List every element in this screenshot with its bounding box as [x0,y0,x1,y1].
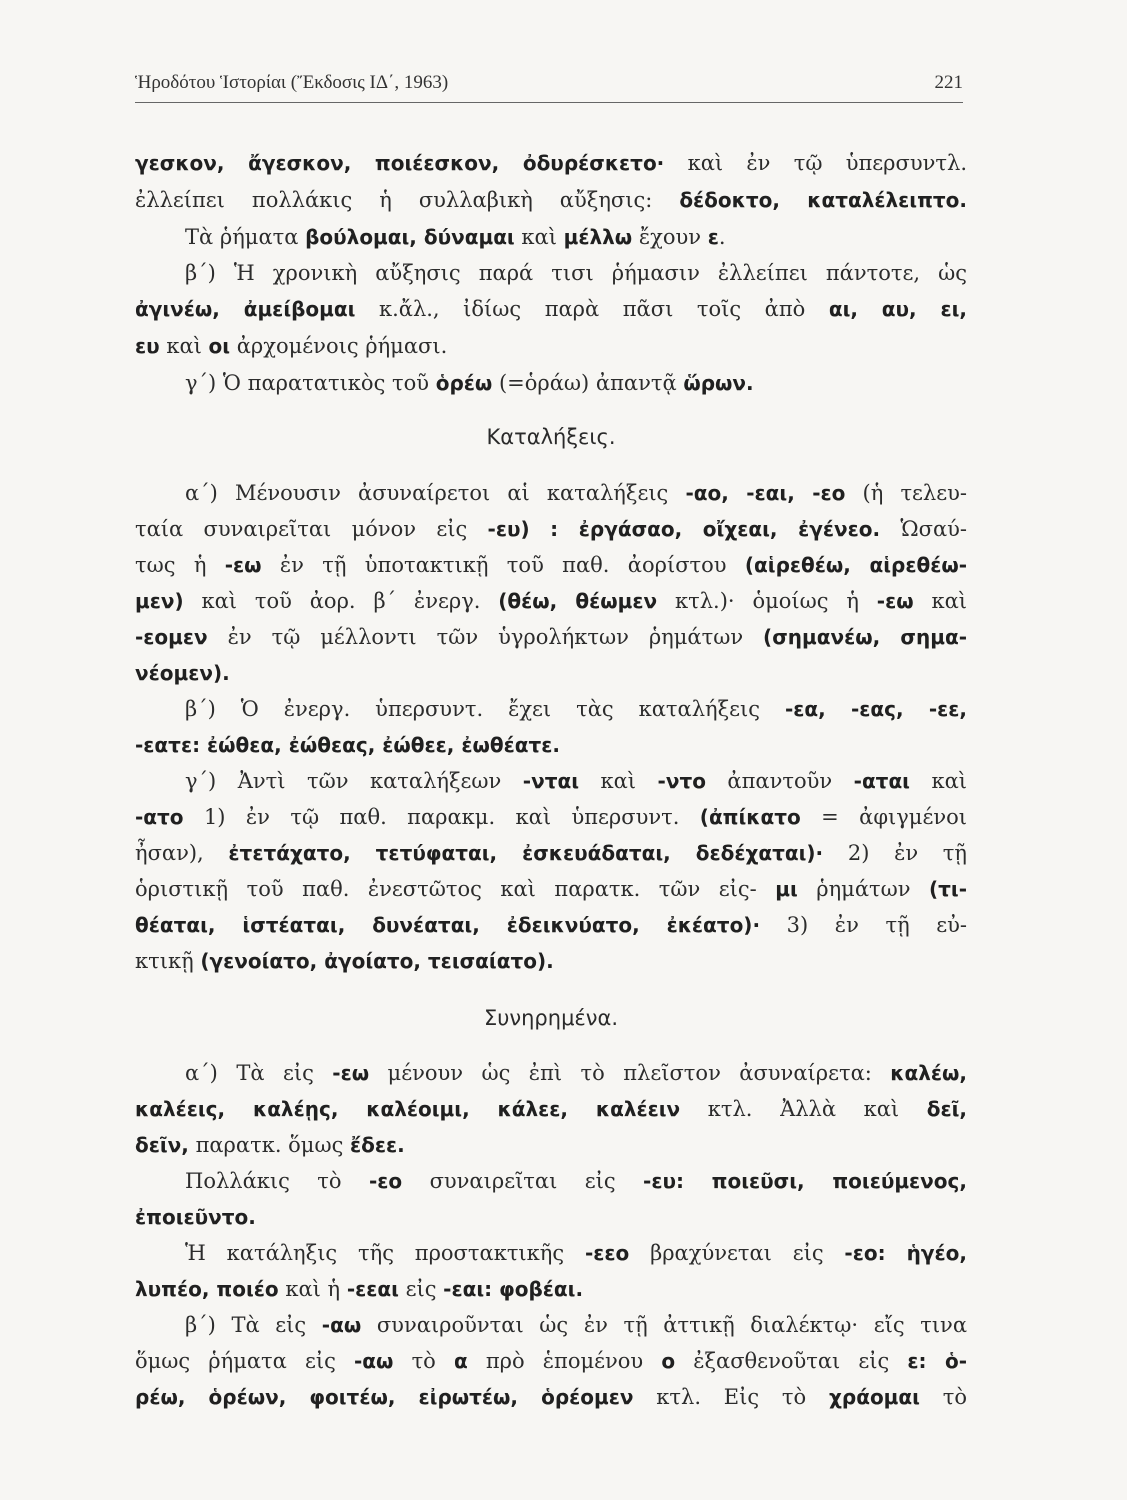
bold-term: νέομεν). [135,661,230,685]
text-line-26 [135,1202,967,1232]
text-run: α΄) Τὰ εἰς [185,1061,333,1085]
bold-term: ὥρων. [683,371,754,395]
bold-term: -ντο [657,769,706,793]
bold-term: -ατο [135,805,184,829]
text-run: 2) ἐν τῇ [823,841,967,865]
text-run: συναιροῦνται ὡς ἐν τῇ ἀττικῇ διαλέκτῳ· εἴς τινα [361,1313,967,1337]
text-run: μένουν ὡς ἐπὶ τὸ πλεῖστον ἀσυναίρετα: [369,1061,891,1085]
bold-term: -αω [321,1313,362,1337]
text-line-5 [135,294,967,324]
bold-term: -εεο [584,1241,630,1265]
text-run: = ἀφιγμένοι [800,805,967,829]
bold-term: δεῖν, [135,1133,189,1157]
bold-term: (σημανέω, σημα- [763,625,967,649]
bold-term: ἐποιεῦντο. [135,1205,256,1229]
bold-term: (τι- [929,877,967,901]
text-run: καὶ [579,769,658,793]
text-run: κ.ἄλ., ἰδίως παρὰ πᾶσι τοῖς ἀπὸ [355,297,829,321]
bold-term: ο [661,1349,676,1373]
bold-term: (ἀπίκατο [699,805,801,829]
bold-term: μεν) [135,589,184,613]
text-run: κτλ.)· ὁμοίως ἡ [657,589,877,613]
text-run: Πολλάκις τὸ [185,1169,369,1193]
text-run: κτικῇ [135,949,201,973]
text-line-13 [135,658,967,688]
bold-term: ε [707,225,719,249]
text-run: καὶ [913,589,968,613]
text-run: γ΄) Ὁ παρατατικὸς τοῦ [185,371,436,395]
bold-term: λυπέο, ποιέο [135,1277,279,1301]
section-heading-contracted: Συνηρημένα. [483,1006,619,1030]
text-line-12 [135,622,967,652]
bold-term: δεῖ, [926,1097,967,1121]
text-run: ταία συναιρεῖται μόνον εἰς [135,517,488,541]
text-run: παρατκ. ὅμως [188,1133,351,1157]
bold-term: μέλλω [563,225,633,249]
text-line-28 [135,1274,967,1304]
bold-term: -ευ) : ἐργάσαο, οἴχεαι, ἐγένεο. [487,517,881,541]
page-number: 221 [934,72,963,93]
text-line-2 [135,185,967,215]
bold-term: ὁρέω [435,371,493,395]
bold-term: καλέω, [890,1061,968,1085]
text-run: τως ἡ [135,553,225,577]
text-line-10 [135,550,967,580]
bold-term: -εαι: φοβέαι. [443,1277,584,1301]
text-run: 3) ἐν τῇ εὐ- [760,913,967,937]
bold-term: -εεαι [346,1277,399,1301]
bold-term: -αο, -εαι, -εο [685,481,846,505]
text-run: πρὸ ἑπομένου [467,1349,662,1373]
text-run: ἐν τῇ ὑποτακτικῇ τοῦ παθ. ἀορίστου [261,553,745,577]
text-line-9 [135,514,967,544]
bold-term: γεσκον, ἄγεσκον, ποιέεσκον, ὀδυρέσκετο· [135,151,665,175]
bold-term: (θέω, θέωμεν [498,589,658,613]
text-line-14 [185,694,967,724]
text-run: 1) ἐν τῷ παθ. παρακμ. καὶ ὑπερσυντ. [183,805,700,829]
bold-term: ευ [135,334,160,358]
text-run: γ΄) Ἀντὶ τῶν καταλήξεων [185,769,523,793]
bold-term: χράομαι [828,1385,920,1409]
text-run: (=ὁράω) ἀπαντᾷ [492,371,684,395]
header-rule [135,102,963,103]
bold-term: -εο [368,1169,403,1193]
text-run: ἀπαντοῦν [705,769,854,793]
bold-term: αι, αυ, ει, [828,297,967,321]
bold-term: -εατε: ἐώθεα, ἐώθεας, ἐώθεε, ἐωθέατε. [135,733,560,757]
text-line-18 [135,838,967,868]
text-line-23 [135,1094,967,1124]
bold-term: μι [775,877,798,901]
text-run: τὸ [393,1349,454,1373]
bold-term: -εω [224,553,262,577]
bold-term: θέαται, ἱστέαται, δυνέαται, ἐδεικνύατο, ἐκέατο)· [135,913,761,937]
text-line-11 [135,586,967,616]
text-line-30 [135,1346,967,1376]
text-run: ὁριστικῇ τοῦ παθ. ἐνεστῶτος καὶ παρατκ. τῶν εἰς- [135,877,776,901]
text-run: εἰς [398,1277,444,1301]
text-run: . [718,225,726,249]
text-line-31 [135,1382,967,1412]
bold-term: ρέω, ὁρέων, φοιτέω, εἰρωτέω, ὁρέομεν [135,1385,634,1409]
text-run: καὶ [159,334,209,358]
section-heading-endings: Καταλήξεις. [486,425,616,449]
page-header [135,72,963,94]
text-run: κτλ. Ἀλλὰ καὶ [680,1097,927,1121]
text-run: β΄) Τὰ εἰς [185,1313,322,1337]
text-run: καὶ [514,225,564,249]
bold-term: -εο: ἡγέο, [844,1241,967,1265]
bold-term: βούλομαι, δύναμαι [305,225,515,249]
bold-term: α [453,1349,468,1373]
bold-term: ἐτετάχατο, τετύφαται, ἐσκευάδαται, δεδέχαται)· [228,841,824,865]
text-line-6 [135,331,967,361]
text-run: συναιρεῖται εἰς [402,1169,644,1193]
text-run: Τὰ ῥήματα [185,225,306,249]
text-run: ἐν τῷ μέλλοντι τῶν ὑγρολήκτων ῥημάτων [207,625,764,649]
text-run: τὸ [919,1385,967,1409]
running-title: Ἡροδότου Ἱστορίαι (Ἔκδοσις ΙΔ΄, 1963) [135,72,449,93]
bold-term: (γενοίατο, ἀγοίατο, τεισαίατο). [200,949,554,973]
bold-term: -νται [522,769,580,793]
bold-term: ε: ὁ- [907,1349,967,1373]
text-line-7 [185,368,967,398]
bold-term: οι [208,334,231,358]
text-line-24 [135,1130,967,1160]
bold-term: -εω [876,589,914,613]
text-run: βραχύνεται εἰς [629,1241,845,1265]
text-run: ἐλλείπει πολλάκις ἡ συλλαβικὴ αὔξησις: [135,188,680,212]
bold-term: -εα, -εας, -εε, [784,697,967,721]
text-run: ῥημάτων [797,877,929,901]
text-run: καὶ [909,769,968,793]
bold-term: -αται [853,769,910,793]
bold-term: -εω [332,1061,370,1085]
text-line-22 [185,1058,967,1088]
text-run: κτλ. Εἰς τὸ [633,1385,829,1409]
bold-term: -εομεν [135,625,208,649]
text-line-27 [185,1238,967,1268]
text-run: καὶ ἡ [278,1277,347,1301]
bold-term: -αω [354,1349,394,1373]
text-line-16 [185,766,967,796]
text-line-15 [135,730,967,760]
text-run: β΄) Ἡ χρονικὴ αὔξησις παρά τισι ῥήμασιν ἐλλείπει πάντοτε, ὡς [185,261,967,285]
text-run: ὅμως ῥήματα εἰς [135,1349,354,1373]
text-line-19 [135,874,967,904]
bold-term: (αἱρεθέω, αἱρεθέω- [744,553,968,577]
text-run: καὶ τοῦ ἀορ. β΄ ἐνεργ. [183,589,499,613]
text-line-20 [135,910,967,940]
text-run: Ὡσαύ- [880,517,968,541]
text-run: ἔχουν [632,225,708,249]
text-line-17 [135,802,967,832]
text-line-29 [185,1310,967,1340]
text-run: καὶ ἐν τῷ ὑπερσυντλ. [664,151,967,175]
text-run: Ἡ κατάληξις τῆς προστακτικῆς [185,1241,585,1265]
text-run: α΄) Μένουσιν ἀσυναίρετοι αἱ καταλήξεις [185,481,686,505]
text-line-3 [185,222,967,252]
bold-term: ἀγινέω, ἀμείβομαι [135,297,356,321]
text-run: β΄) Ὁ ἐνεργ. ὑπερσυντ. ἔχει τὰς καταλήξεις [185,697,785,721]
bold-term: ἔδεε. [350,1133,405,1157]
text-line-8 [185,478,967,508]
text-line-1 [135,148,967,178]
text-run: ἀρχομένοις ῥήμασι. [230,334,448,358]
text-line-25 [185,1166,967,1196]
bold-term: -ευ: ποιεῦσι, ποιεύμενος, [643,1169,967,1193]
bold-term: καλέεις, καλέῃς, καλέοιμι, κάλεε, καλέειν [135,1097,681,1121]
text-run: ἦσαν), [135,841,229,865]
bold-term: δέδοκτο, καταλέλειπτο. [679,188,968,212]
text-line-4 [185,258,967,288]
text-run: (ἡ τελευ- [845,481,967,505]
text-line-21 [135,946,967,976]
text-run: ἐξασθενοῦται εἰς [675,1349,908,1373]
